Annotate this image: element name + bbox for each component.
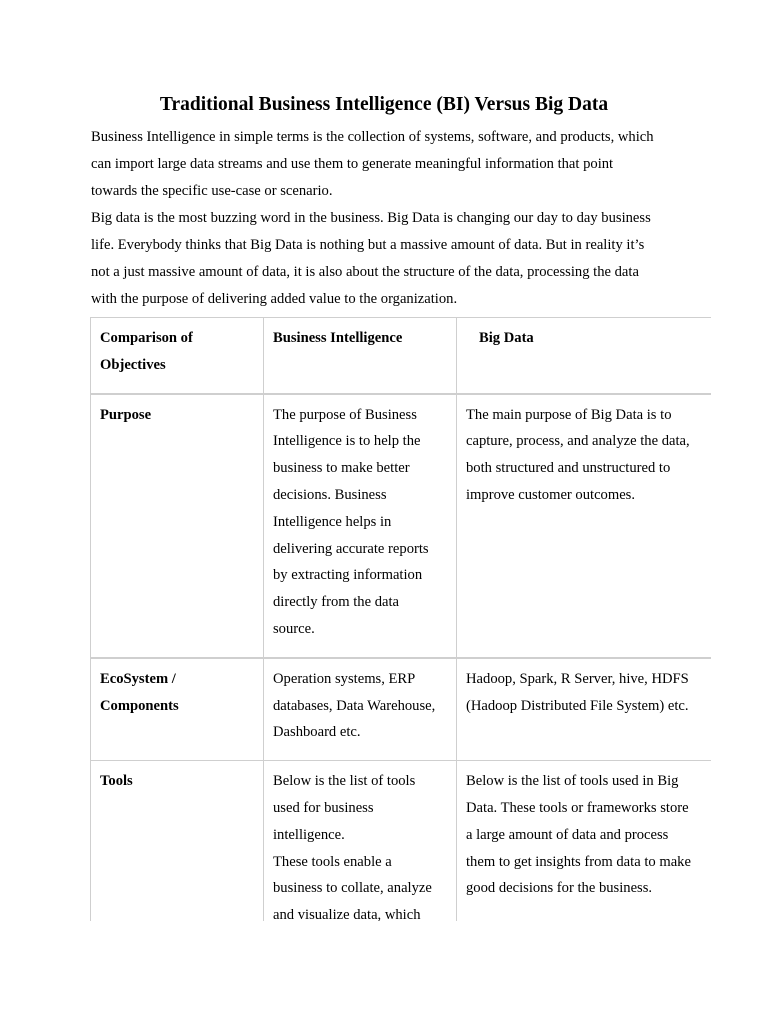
text-line: Big data is the most buzzing word in the business. Big Data is changing our day to day business [91, 210, 651, 226]
intro-paragraph-bi [91, 124, 691, 205]
cell-text-line: The purpose of Business [273, 406, 417, 423]
cell-text-line: intelligence. [273, 826, 345, 843]
comparison-table-container [90, 317, 711, 921]
table-row-tools [91, 761, 712, 921]
cell-text-line: used for business [273, 799, 374, 816]
text-line: not a just massive amount of data, it is also about the structure of the data, processing the data [91, 264, 639, 280]
cell-text-line: improve customer outcomes. [466, 486, 636, 503]
cell-text-line: Data. These tools or frameworks store [466, 799, 689, 816]
cell-text-line: (Hadoop Distributed File System) etc. [466, 697, 689, 714]
cell-text-line: delivering accurate reports [273, 540, 429, 557]
table-header-row [91, 318, 712, 394]
text-line: with the purpose of delivering added value to the organization. [91, 291, 458, 307]
cell-text-line: Below is the list of tools [273, 773, 416, 790]
cell-text-line: databases, Data Warehouse, [273, 697, 436, 714]
cell-text-line: both structured and unstructured to [466, 460, 671, 477]
cell-purpose-bi [264, 394, 457, 658]
cell-text-line: Intelligence helps in [273, 513, 392, 530]
row-label-purpose [91, 394, 264, 658]
cell-text-line: directly from the data [273, 594, 400, 611]
cell-text-line: good decisions for the business. [466, 880, 653, 897]
table-row-ecosystem [91, 658, 712, 761]
cell-text-line: Hadoop, Spark, R Server, hive, HDFS [466, 670, 689, 687]
table-row-purpose [91, 394, 712, 658]
cell-text-line: Tools [100, 773, 133, 790]
text-line: can import large data streams and use them to generate meaningful information that point [91, 156, 614, 172]
cell-text-line: and visualize data, which [273, 907, 421, 921]
header-text-line: Objectives [100, 356, 166, 373]
cell-text-line: them to get insights from data to make [466, 853, 691, 870]
cell-text-line: Operation systems, ERP [273, 670, 416, 687]
cell-ecosystem-bi [264, 658, 457, 761]
cell-text-line: These tools enable a [273, 853, 392, 870]
cell-tools-big-data [457, 761, 712, 921]
cell-tools-bi [264, 761, 457, 921]
header-text-line: Comparison of [100, 330, 193, 346]
cell-text-line: decisions. Business [273, 486, 387, 503]
cell-text-line: EcoSystem / [100, 670, 176, 687]
cell-text-line: Intelligence is to help the [273, 433, 421, 450]
cell-text-line: business to make better [273, 460, 410, 477]
intro-paragraph-big-data [91, 205, 691, 313]
comparison-table [90, 317, 711, 921]
cell-text-line: by extracting information [273, 567, 423, 584]
cell-text-line: Dashboard etc. [273, 724, 361, 741]
cell-text-line: source. [273, 620, 315, 637]
cell-text-line: The main purpose of Big Data is to [466, 406, 672, 423]
header-comparison-of-objectives [91, 318, 264, 394]
cell-text-line: capture, process, and analyze the data, [466, 433, 690, 450]
cell-ecosystem-big-data [457, 658, 712, 761]
document-title: Traditional Business Intelligence (BI) Versus Big Data [159, 94, 609, 115]
row-label-ecosystem [91, 658, 264, 761]
header-business-intelligence: Business Intelligence [264, 318, 457, 394]
cell-text-line: Below is the list of tools used in Big [466, 773, 679, 790]
header-big-data: Big Data [457, 318, 712, 394]
text-line: towards the specific use-case or scenario. [91, 183, 333, 199]
text-line: life. Everybody thinks that Big Data is nothing but a massive amount of data. But in reality it’s [91, 237, 645, 253]
text-line: Business Intelligence in simple terms is the collection of systems, software, and products, which [91, 129, 654, 145]
cell-text-line: Components [100, 697, 179, 714]
cell-text-line: Purpose [100, 406, 152, 423]
cell-text-line: a large amount of data and process [466, 826, 669, 843]
row-label-tools [91, 761, 264, 921]
cell-text-line: business to collate, analyze [273, 880, 432, 897]
cell-purpose-big-data [457, 394, 712, 658]
